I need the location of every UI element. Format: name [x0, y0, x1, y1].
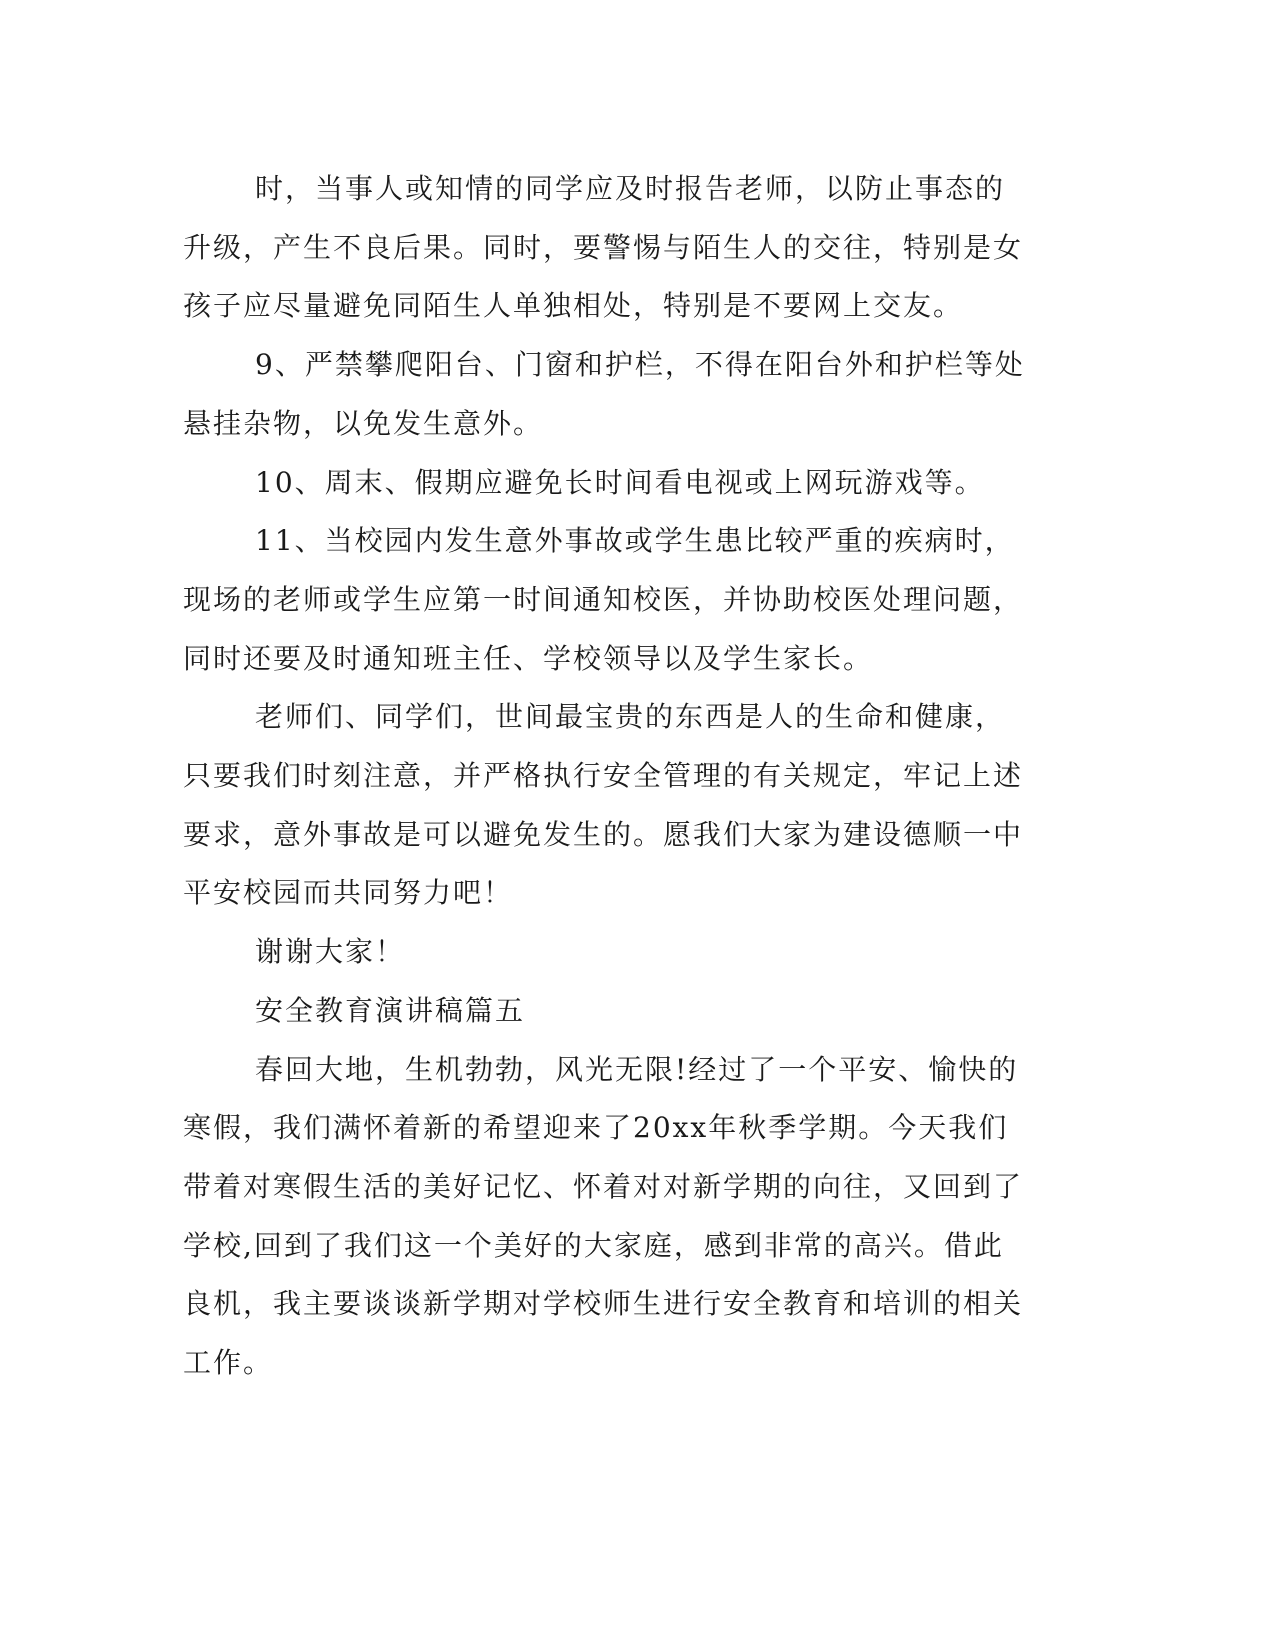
paragraph-item-9: 9、严禁攀爬阳台、门窗和护栏，不得在阳台外和护栏等处悬挂杂物，以免发生意外。 — [183, 348, 1025, 440]
document-body — [183, 160, 1033, 1393]
section-heading: 安全教育演讲稿篇五 — [255, 993, 526, 1027]
paragraph-opening: 春回大地，生机勃勃，风光无限!经过了一个平安、愉快的寒假，我们满怀着新的希望迎来了20xx年秋季学期。今天我们带着对寒假生活的美好记忆、怀着对对新学期的向往，又回到了学校,回到了我们这一个美好的大家庭，感到非常的高兴。借此良机，我主要谈谈新学期对学校师生进行安全教育和培训的相关工作。 — [183, 1052, 1024, 1380]
paragraph-continuation: 时，当事人或知情的同学应及时报告老师，以防止事态的升级，产生不良后果。同时，要警惕与陌生人的交往，特别是女孩子应尽量避免同陌生人单独相处，特别是不要网上交友。 — [183, 172, 1024, 323]
paragraph-item-10: 10、周末、假期应避免长时间看电视或上网玩游戏等。 — [255, 465, 985, 499]
paragraph-closing-appeal: 老师们、同学们，世间最宝贵的东西是人的生命和健康，只要我们时刻注意，并严格执行安全管理的有关规定，牢记上述要求，意外事故是可以避免发生的。愿我们大家为建设德顺一中平安校园而共同努力吧！ — [183, 700, 1024, 910]
paragraph-thanks: 谢谢大家！ — [255, 935, 406, 969]
paragraph-item-11: 11、当校园内发生意外事故或学生患比较严重的疾病时，现场的老师或学生应第一时间通知校医，并协助校医处理问题，同时还要及时通知班主任、学校领导以及学生家长。 — [183, 524, 1024, 675]
